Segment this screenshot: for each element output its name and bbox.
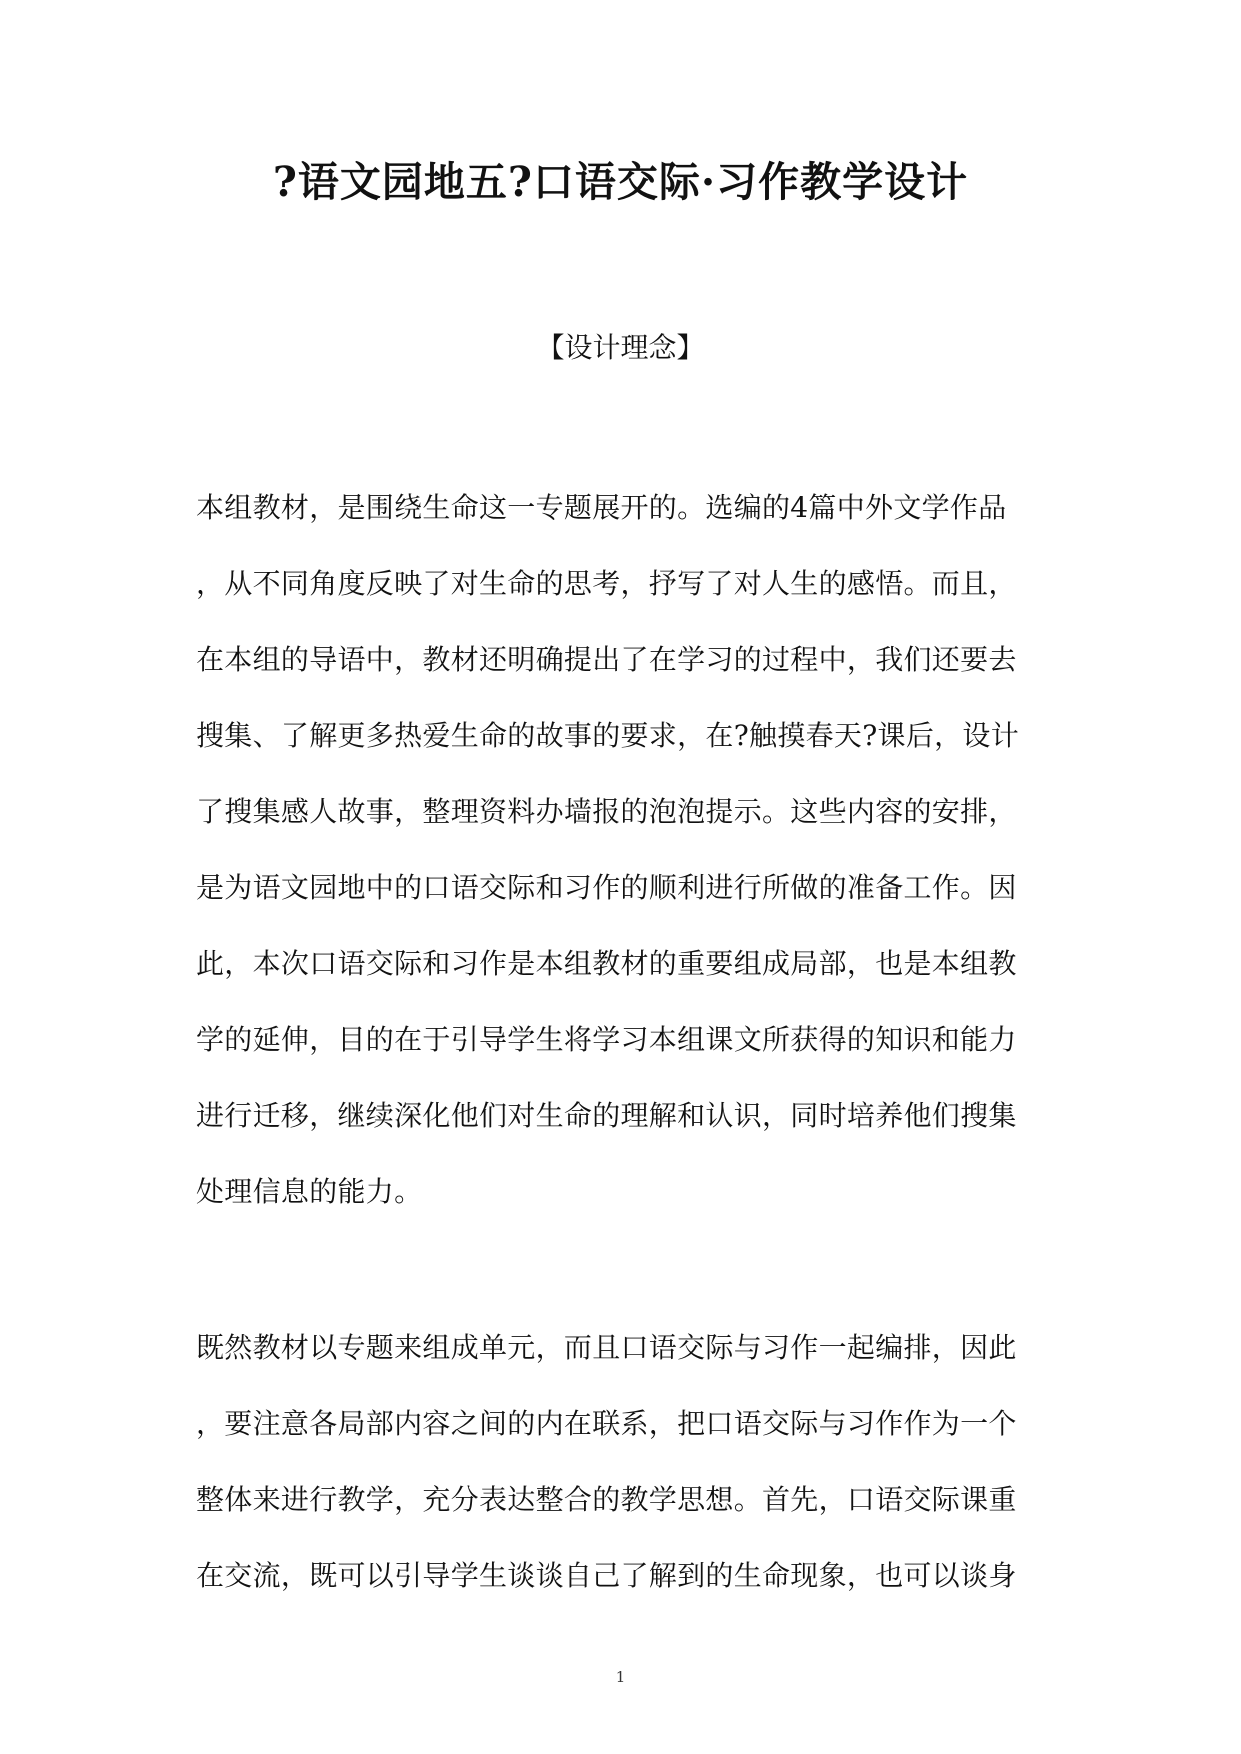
section-heading: 【设计理念】 <box>536 331 705 364</box>
paragraph-line: 学的延伸，目的在于引导学生将学习本组课文所获得的知识和能力 <box>196 1023 1017 1056</box>
paragraph-line: 此，本次口语交际和习作是本组教材的重要组成局部，也是本组教 <box>196 947 1017 980</box>
paragraph-line: 是为语文园地中的口语交际和习作的顺利进行所做的准备工作。因 <box>196 871 1017 904</box>
paragraph-line: 本组教材，是围绕生命这一专题展开的。选编的4篇中外文学作品 <box>196 491 1007 524</box>
paragraph-line: 进行迁移，继续深化他们对生命的理解和认识，同时培养他们搜集 <box>196 1099 1017 1132</box>
paragraph-line: 整体来进行教学，充分表达整合的教学思想。首先，口语交际课重 <box>196 1483 1017 1516</box>
paragraph-line: 处理信息的能力。 <box>196 1175 423 1208</box>
paragraph-1 <box>196 470 1046 1230</box>
page-number: 1 <box>615 1668 626 1686</box>
paragraph-line: ，从不同角度反映了对生命的思考，抒写了对人生的感悟。而且， <box>196 567 1017 600</box>
document-title: ?语文园地五?口语交际·习作教学设计 <box>272 158 969 206</box>
paragraph-line: 在交流，既可以引导学生谈谈自己了解到的生命现象，也可以谈身 <box>196 1559 1017 1592</box>
paragraph-2 <box>196 1310 1046 1614</box>
paragraph-line: 在本组的导语中，教材还明确提出了在学习的过程中，我们还要去 <box>196 643 1017 676</box>
paragraph-line: 了搜集感人故事，整理资料办墙报的泡泡提示。这些内容的安排， <box>196 795 1017 828</box>
paragraph-line: ，要注意各局部内容之间的内在联系，把口语交际与习作作为一个 <box>196 1407 1017 1440</box>
paragraph-line: 搜集、了解更多热爱生命的故事的要求，在?触摸春天?课后，设计 <box>196 719 1020 752</box>
paragraph-line: 既然教材以专题来组成单元，而且口语交际与习作一起编排，因此 <box>196 1331 1017 1364</box>
